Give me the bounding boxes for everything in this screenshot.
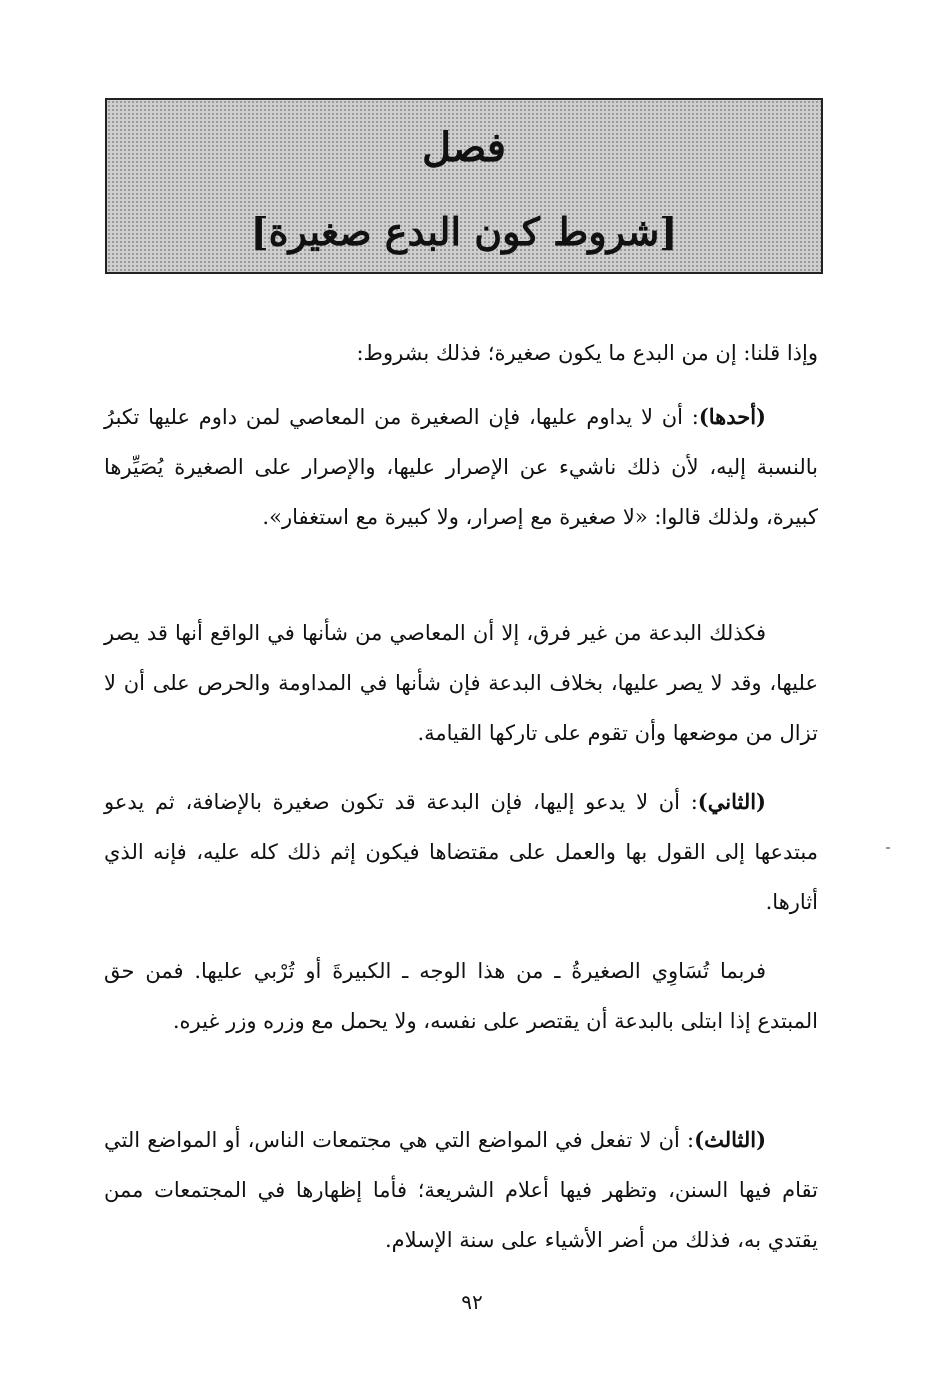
paragraph-text: : أن لا تفعل في المواضع التي هي مجتمعات الناس، أو المواضع التي تقام فيها السنن، وتظهر فيها أعلام الشريعة؛ فأما إظهارها في المجتمعات ممن يقتدي به، فذلك من أضر الأشياء على سنة الإسلام. [104,1128,818,1252]
condition-label-third: (الثالث) [694,1127,766,1152]
chapter-subtitle: [شروط كون البدع صغيرة] [250,209,678,254]
chapter-title: فصل [421,124,507,171]
chapter-header-box [105,98,823,274]
condition-label-second: (الثاني) [697,789,766,814]
paragraph-bidah-comparison [104,608,818,758]
paragraph-text: : أن لا يدعو إليها، فإن البدعة قد تكون صغيرة بالإضافة، ثم يدعو مبتدعها إلى القول بها والعمل على مقتضاها فيكون إثم ذلك كله عليه، فإنه الذي أثارها. [104,790,818,914]
condition-label-first: (أحدها) [698,404,766,429]
paragraph-text: فكذلك البدعة من غير فرق، إلا أن المعاصي من شأنها في الواقع أنها قد يصر عليها، وقد لا يصر عليها، بخلاف البدعة فإن شأنها في المداومة والحرص على أن لا تزال من موضعها وأن تقوم على تاركها القيامة. [104,621,818,745]
paragraph-equivalence [104,946,818,1046]
paragraph-third-condition [104,1115,818,1265]
page-number: ٩٢ [461,1290,483,1314]
paragraph-second-condition [104,777,818,927]
paragraph-first-condition [104,392,818,542]
lead-paragraph: وإذا قلنا: إن من البدع ما يكون صغيرة؛ فذلك بشروط: [356,341,818,365]
margin-mark [886,847,890,849]
paragraph-text: فربما تُسَاوِي الصغيرةُ ـ من هذا الوجه ـ الكبيرةَ أو تُرْبي عليها. فمن حق المبتدع إذا ابتلى بالبدعة أن يقتصر على نفسه، ولا يحمل مع وزره وزر غيره. [104,959,818,1033]
paragraph-text: : أن لا يداوم عليها، فإن الصغيرة من المعاصي لمن داوم عليها تكبرُ بالنسبة إليه، لأن ذلك ناشيء عن الإصرار عليها، والإصرار على الصغيرة يُصَيِّرها كبيرة، ولذلك قالوا: «لا صغيرة مع إصرار، ولا كبيرة مع استغفار». [104,405,818,529]
